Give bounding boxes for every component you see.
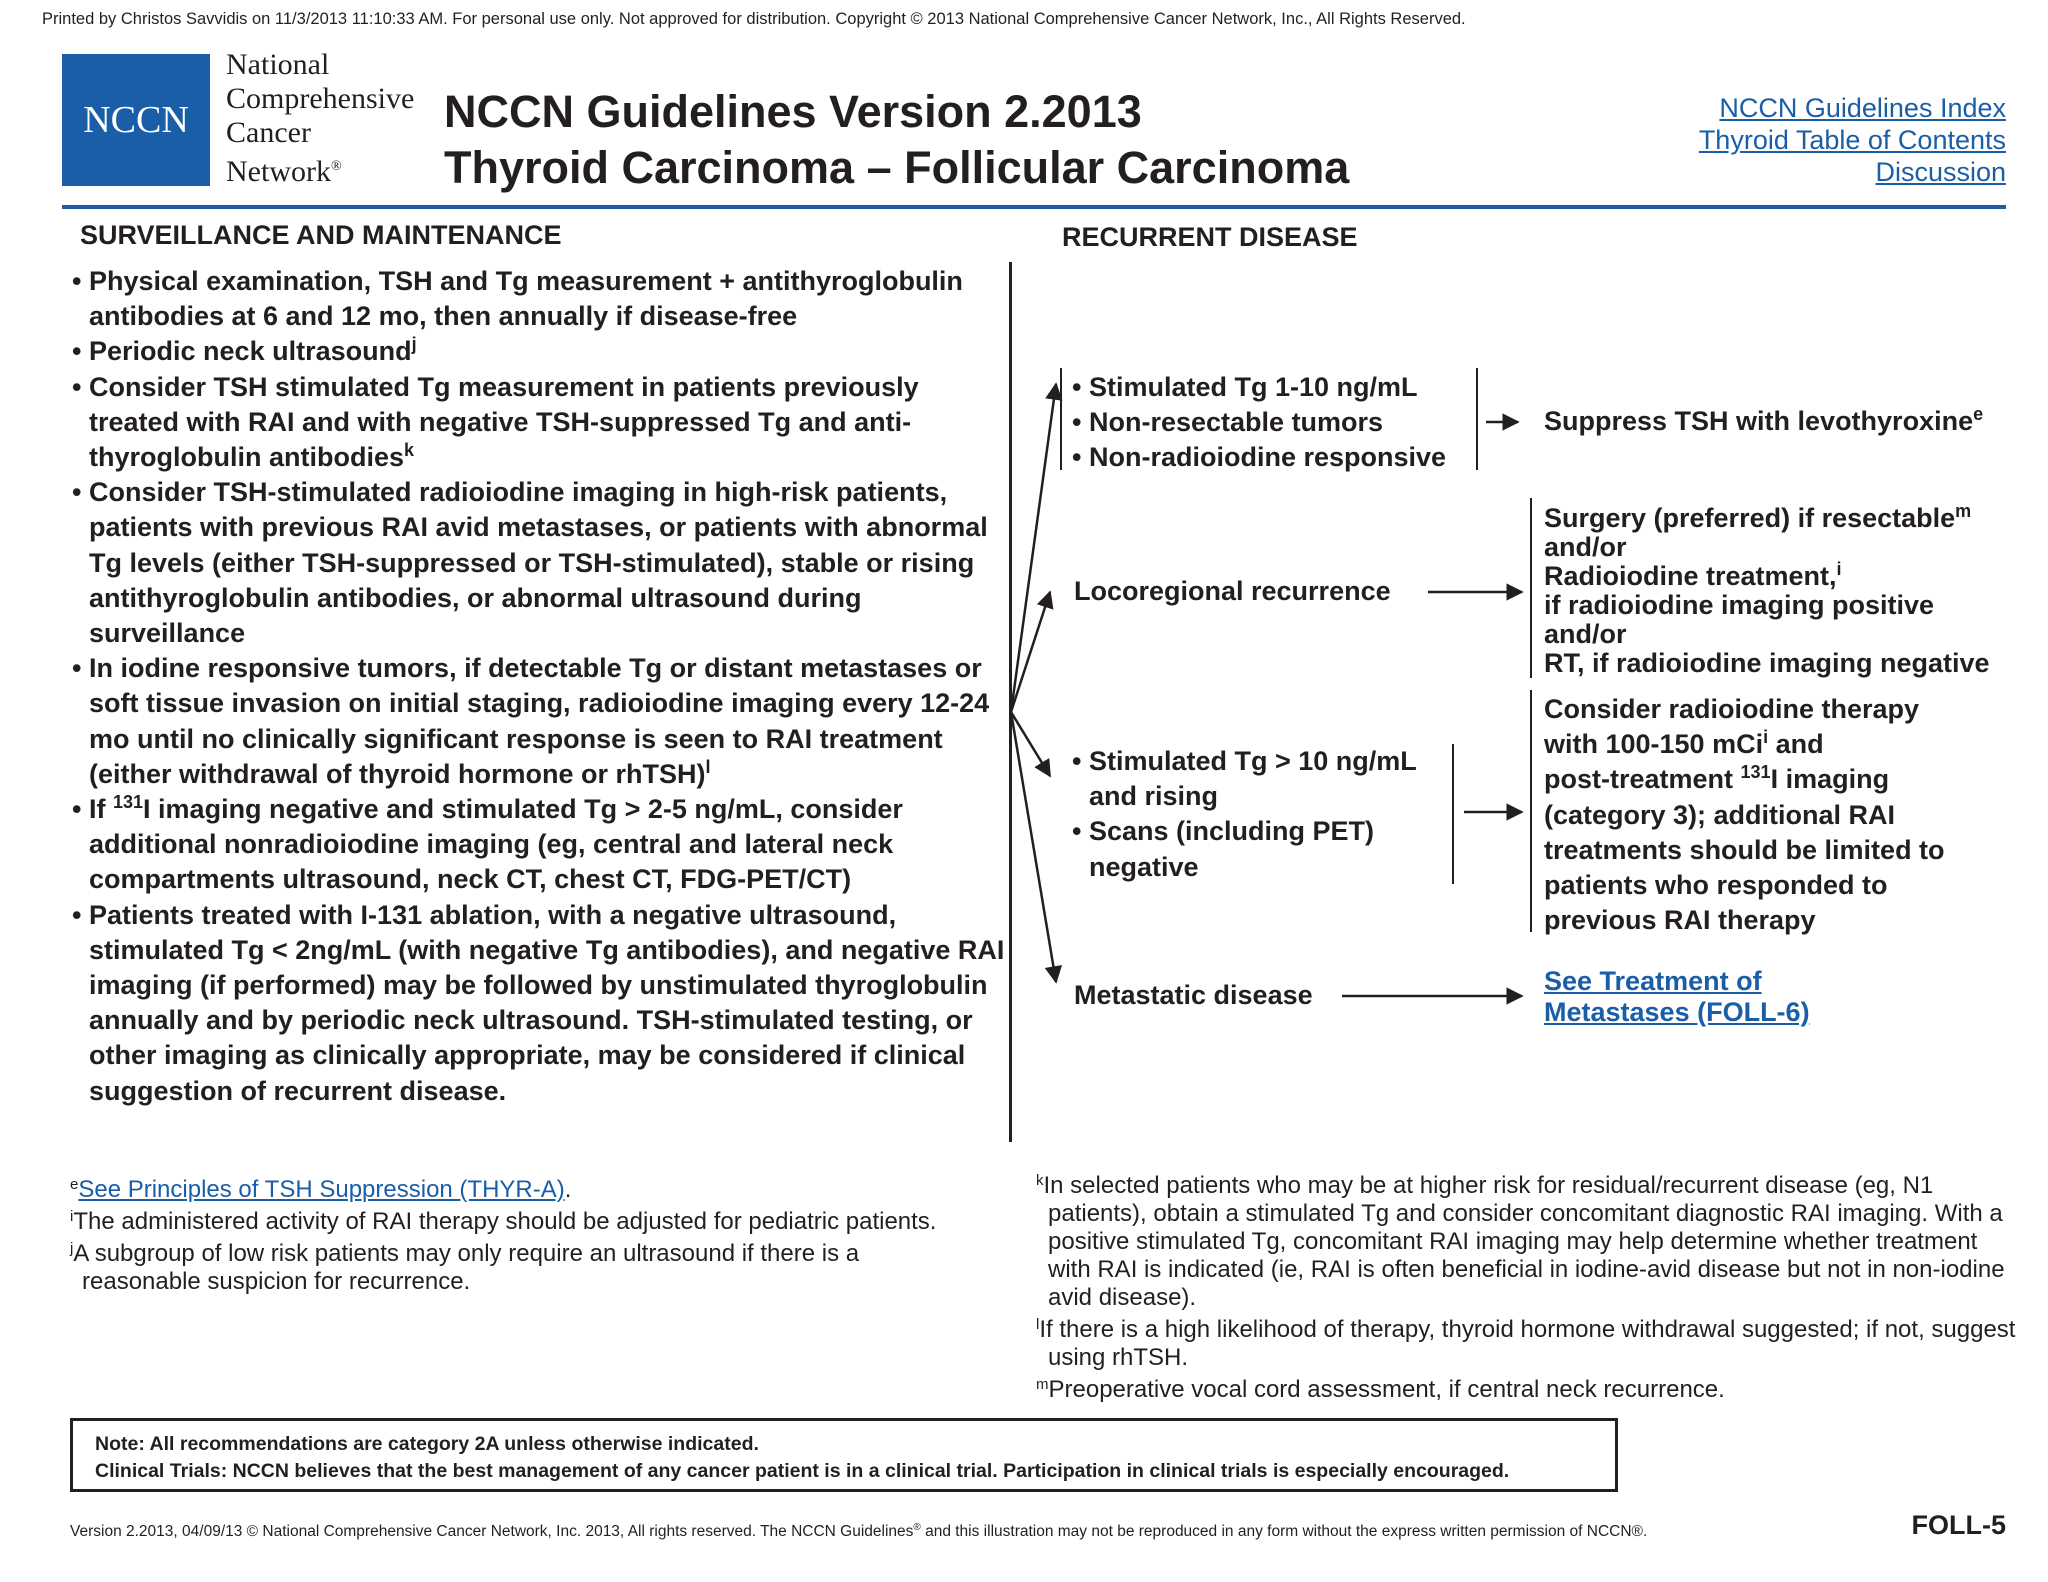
bracket-branch-3 xyxy=(1530,690,1532,932)
arrow-to-metastatic xyxy=(1011,712,1056,982)
list-item: • Scans (including PET) negative xyxy=(1072,814,1452,884)
logo-line-1: National xyxy=(226,48,330,81)
discussion-link[interactable]: Discussion xyxy=(1875,157,2006,187)
metastases-link-block xyxy=(1544,966,1810,1028)
branch-3-list xyxy=(1072,744,1452,885)
footnote-i: $^i$The administered activity of RAI therapy should be adjusted for pediatric patients. xyxy=(70,1208,937,1235)
list-item: • Stimulated Tg 1-10 ng/mL xyxy=(1072,370,1446,405)
title-line-1: NCCN Guidelines Version 2.2013 xyxy=(444,86,1142,137)
note-box xyxy=(70,1418,1618,1492)
treatment-of-metastases-link[interactable]: See Treatment of Metastases (FOLL-6) xyxy=(1544,966,1810,1027)
branch-1-outcome: Suppress TSH with levothyroxine$^e$ xyxy=(1544,404,1984,436)
locoregional-label: Locoregional recurrence xyxy=(1074,576,1391,606)
locoregional-outcome: Surgery (preferred) if resectable$^m$ and/or Radioiodine treatment,$^i$ if radioiodine imaging positive and/or RT, if radioiodine imaging negative xyxy=(1544,501,1990,678)
footnote-m: $^m$Preoperative vocal cord assessment, if central neck recurrence. xyxy=(1036,1376,1725,1403)
note-line-2: Clinical Trials: NCCN believes that the best management of any cancer patient is in a clinical trial. Participation in clinical trials is especially encouraged. xyxy=(95,1460,1510,1482)
list-item: • In iodine responsive tumors, if detectable Tg or distant metastases or soft tissue invasion on initial staging, radioiodine imaging every 12-24 mo until no clinically significant response is seen to RAI treatment (either withdrawal of thyroid hormone or rhTSH)$^l$ xyxy=(72,651,1012,792)
recurrent-heading: RECURRENT DISEASE xyxy=(1062,222,1358,252)
footnotes-left xyxy=(70,1176,1030,1300)
tsh-suppression-link[interactable]: See Principles of TSH Suppression (THYR-A) xyxy=(78,1176,565,1203)
logo-line-4: Network® xyxy=(226,155,342,188)
bracket-branch-2 xyxy=(1530,498,1532,678)
bracket-branch-1-left xyxy=(1060,368,1062,470)
list-item: • Patients treated with I-131 ablation, with a negative ultrasound, stimulated Tg < 2ng/mL (with negative Tg antibodies), and negative RAI imaging (if performed) may be followed by unstimulated thyroglobulin annually and by periodic neck ultrasound. TSH-stimulated testing, or other imaging as clinically appropriate, may be considered if clinical suggestion of recurrent disease. xyxy=(72,898,1012,1109)
print-notice: Printed by Christos Savvidis on 11/3/2013 11:10:33 AM. For personal use only. Not approved for distribution. Copyright © 2013 National Comprehensive Cancer Network, Inc., All Rights Reserved. xyxy=(42,10,1466,28)
page-id: FOLL-5 xyxy=(1911,1510,2006,1540)
footnote-j: $^j$A subgroup of low risk patients may only require an ultrasound if there is a reasonable suspicion for recurrence. xyxy=(70,1240,860,1295)
thyroid-toc-link[interactable]: Thyroid Table of Contents xyxy=(1698,125,2006,155)
surveillance-heading: SURVEILLANCE AND MAINTENANCE xyxy=(80,220,562,250)
note-line-1: Note: All recommendations are category 2A unless otherwise indicated. xyxy=(95,1433,759,1455)
bracket-branch-3-right xyxy=(1452,744,1454,884)
list-item: • Stimulated Tg > 10 ng/mL and rising xyxy=(1072,744,1452,814)
footnote-l: $^l$If there is a high likelihood of therapy, thyroid hormone withdrawal suggested; if not, suggest using rhTSH. xyxy=(1036,1316,2016,1371)
radioiodine-outcome: Consider radioiodine therapy with 100-150 mCi$^i$ and post-treatment $^{131}$I imaging (category 3); additional RAI treatments should be limited to patients who responded to previous RAI therapy xyxy=(1544,694,1945,936)
metastatic-label: Metastatic disease xyxy=(1074,980,1313,1010)
list-item: • Physical examination, TSH and Tg measurement + antithyroglobulin antibodies at 6 and 12 mo, then annually if disease-free xyxy=(72,264,1012,334)
footnote-e: $^e$See Principles of TSH Suppression (THYR-A). xyxy=(70,1176,572,1203)
footnote-k: $^k$In selected patients who may be at higher risk for residual/recurrent disease (eg, N1 patients), obtain a stimulated Tg and consider concomitant diagnostic RAI imaging. With a positive stimulated Tg, concomitant RAI imaging may help determine whether treatment with RAI is indicated (ie, RAI is often beneficial in iodine-avid disease but not in non-iodine avid disease). xyxy=(1036,1172,2005,1311)
list-item: • Consider TSH stimulated Tg measurement in patients previously treated with RAI and with negative TSH-suppressed Tg and anti-thyroglobulin antibodies$^k$ xyxy=(72,370,1012,476)
list-item: • If $^{131}$I imaging negative and stimulated Tg > 2-5 ng/mL, consider additional nonradioiodine imaging (eg, central and lateral neck compartments ultrasound, neck CT, chest CT, FDG-PET/CT) xyxy=(72,792,1012,898)
title-line-2: Thyroid Carcinoma – Follicular Carcinoma xyxy=(444,142,1350,193)
list-item: • Non-resectable tumors xyxy=(1072,405,1446,440)
bracket-branch-1-right xyxy=(1476,368,1478,470)
arrow-to-branch-1 xyxy=(1011,384,1056,712)
footnotes-right xyxy=(1036,1172,2024,1408)
list-item: • Non-radioiodine responsive xyxy=(1072,440,1446,475)
branch-1-list xyxy=(1072,370,1446,476)
logo-line-3: Cancer xyxy=(226,116,311,149)
guidelines-index-link[interactable]: NCCN Guidelines Index xyxy=(1719,93,2006,123)
logo-mark: NCCN xyxy=(83,99,189,141)
list-item: • Consider TSH-stimulated radioiodine imaging in high-risk patients, patients with previous RAI avid metastases, or patients with abnormal Tg levels (either TSH-suppressed or TSH-stimulated), stable or rising antithyroglobulin antibodies, or abnormal ultrasound during surveillance xyxy=(72,475,1012,651)
arrow-to-locoregional xyxy=(1011,592,1050,712)
list-item: • Periodic neck ultrasound$^j$ xyxy=(72,334,1012,369)
logo-line-2: Comprehensive xyxy=(226,82,415,115)
footer-copyright: Version 2.2013, 04/09/13 © National Comprehensive Cancer Network, Inc. 2013, All rights reserved. The NCCN Guidelines® and this illustration may not be reproduced in any form without the express written permission of NCCN®. xyxy=(70,1522,1648,1541)
